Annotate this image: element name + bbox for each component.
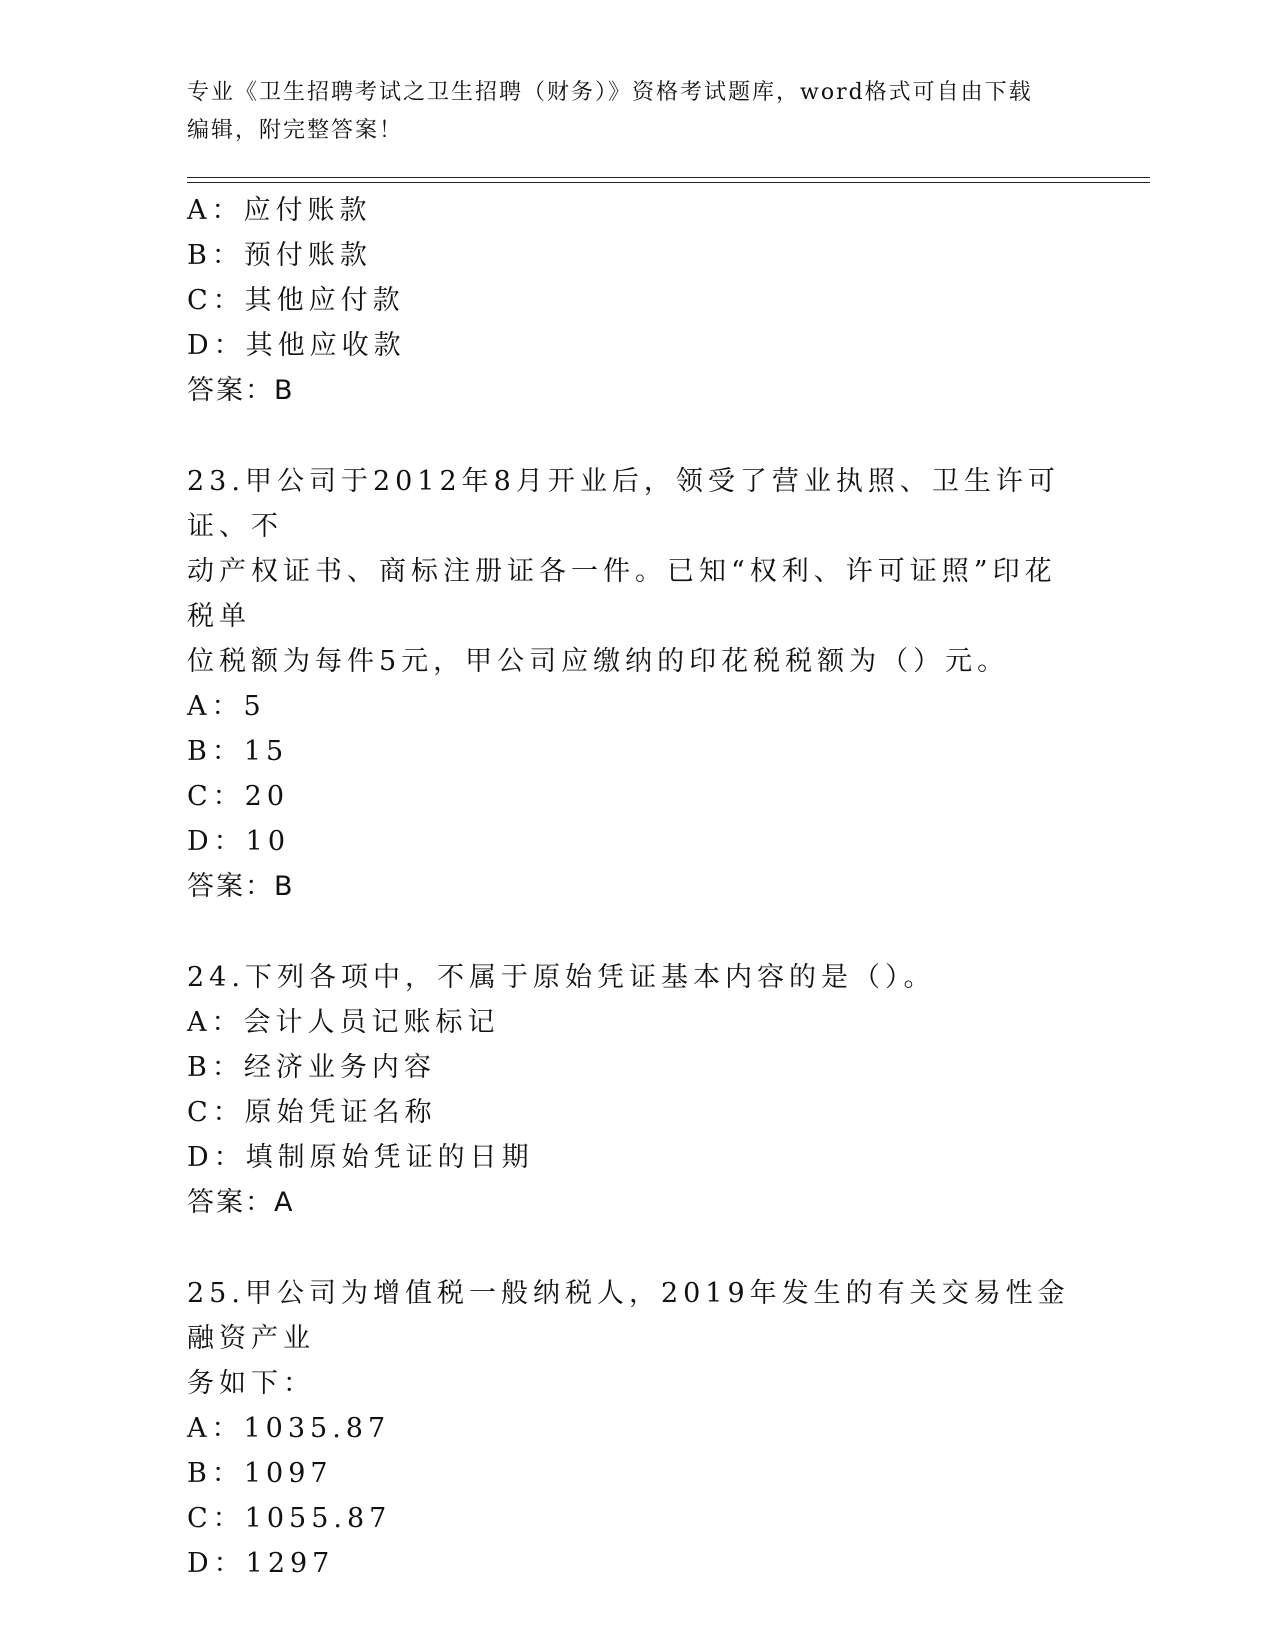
option-d: D：其他应收款 <box>187 330 406 361</box>
answer-line: 答案：B <box>187 375 295 406</box>
question-block-24 <box>187 955 1087 1225</box>
header-intro-line-1: 专业《卫生招聘考试之卫生招聘（财务）》资格考试题库，word格式可自由下载 <box>187 80 1033 105</box>
question-stem-line: 动产权证书、商标注册证各一件。已知“权利、许可证照”印花税单 <box>187 556 1057 632</box>
header-divider-bottom <box>187 182 1150 183</box>
option-c: C：原始凭证名称 <box>187 1097 437 1128</box>
option-d: D：1297 <box>187 1548 335 1579</box>
question-stem-line: 务如下： <box>187 1368 315 1399</box>
option-d: D：填制原始凭证的日期 <box>187 1142 534 1173</box>
option-a: A：5 <box>187 691 266 722</box>
question-stem-line: 24.下列各项中，不属于原始凭证基本内容的是（）。 <box>187 962 936 993</box>
option-a: A：应付账款 <box>187 195 372 226</box>
question-block-22 <box>187 188 1087 413</box>
option-a: A：会计人员记账标记 <box>187 1007 500 1038</box>
header-divider-top <box>187 177 1150 178</box>
answer-line: 答案：A <box>187 1187 295 1218</box>
question-block-25 <box>187 1271 1087 1586</box>
option-b: B：1097 <box>187 1458 333 1489</box>
option-b: B：15 <box>187 736 289 767</box>
spacer <box>187 909 1087 955</box>
document-header <box>187 74 1067 150</box>
question-list <box>187 188 1087 1586</box>
option-b: B：预付账款 <box>187 240 372 271</box>
option-c: C：1055.87 <box>187 1503 392 1534</box>
option-a: A：1035.87 <box>187 1413 391 1444</box>
option-c: C：20 <box>187 781 290 812</box>
option-c: C：其他应付款 <box>187 285 405 316</box>
question-stem-line: 25.甲公司为增值税一般纳税人，2019年发生的有关交易性金融资产业 <box>187 1278 1070 1354</box>
option-b: B：经济业务内容 <box>187 1052 436 1083</box>
question-stem-line: 位税额为每件5元，甲公司应缴纳的印花税税额为（）元。 <box>187 646 1010 677</box>
spacer <box>187 413 1087 459</box>
question-block-23 <box>187 459 1087 909</box>
option-d: D：10 <box>187 826 291 857</box>
answer-line: 答案：B <box>187 871 295 902</box>
question-stem-line: 23.甲公司于2012年8月开业后，领受了营业执照、卫生许可证、不 <box>187 466 1060 542</box>
spacer <box>187 1225 1087 1271</box>
header-intro-line-2: 编辑，附完整答案！ <box>187 118 404 143</box>
